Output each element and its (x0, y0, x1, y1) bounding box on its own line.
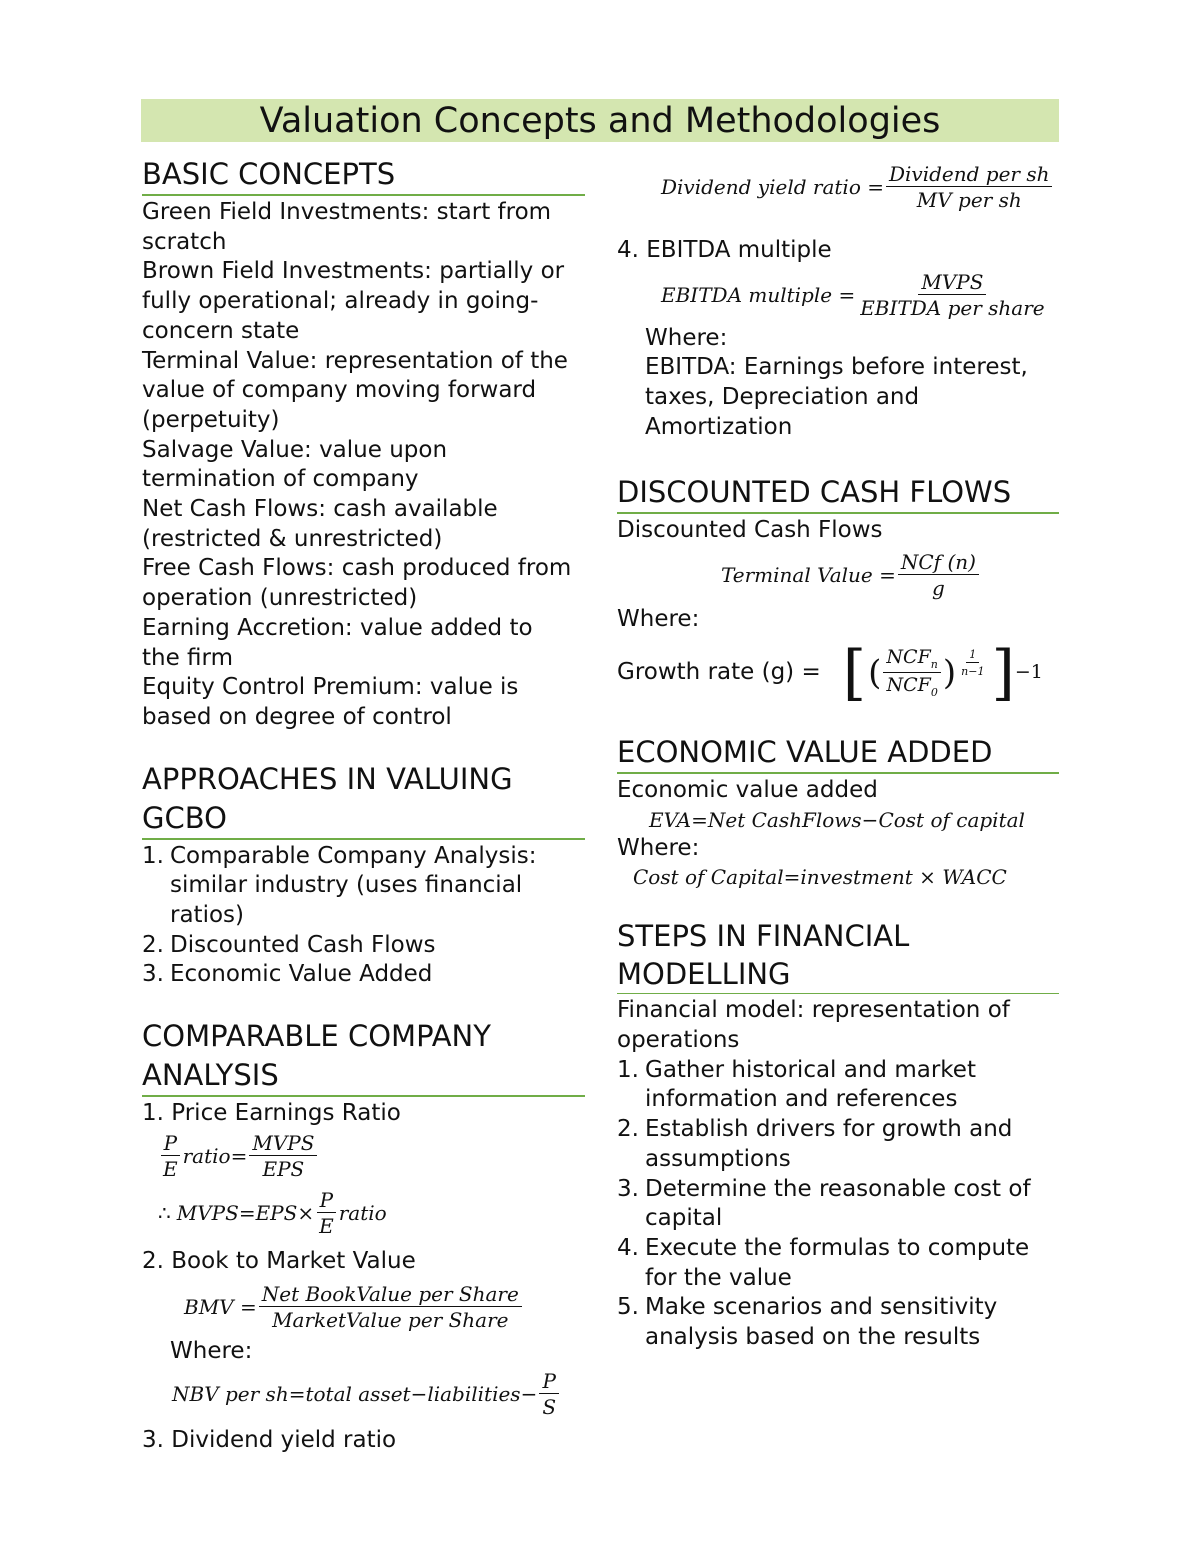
text-line: Brown Field Investments: partially or (142, 258, 565, 285)
fraction-numerator: NCf (n) (898, 552, 979, 575)
p-over-e (160, 1130, 181, 1181)
basic-concepts-heading: BASIC CONCEPTS (142, 155, 585, 196)
text-line: ratios) (170, 902, 244, 929)
heading-line: STEPS IN FINANCIAL (617, 919, 910, 954)
list-item (617, 1175, 1059, 1234)
list-number: 1. (617, 1056, 639, 1083)
exponent-fraction (958, 649, 987, 677)
formula-text: NBV per sh=total asset−liabilities− (172, 1382, 538, 1407)
fraction-denominator: E (319, 1213, 334, 1238)
steps-heading (617, 917, 1059, 994)
list-number: 3. (142, 961, 164, 988)
item-label: Book to Market Value (171, 1247, 416, 1274)
text-line: scratch (142, 228, 227, 255)
bmv-formula (142, 1277, 585, 1337)
text-line: analysis based on the results (645, 1324, 981, 1351)
item-label: Price Earnings Ratio (171, 1100, 401, 1127)
fraction-numerator: $NCF_n$ (883, 648, 940, 673)
dcf-heading: DISCOUNTED CASH FLOWS (617, 473, 1059, 514)
list-number: 2. (617, 1116, 639, 1143)
fraction-numerator: P (317, 1190, 336, 1213)
heading-line: GCBO (142, 800, 227, 835)
text-line: Terminal Value: representation of the (142, 347, 568, 374)
text-line: operation (unrestricted) (142, 585, 418, 612)
terminal-value-formula (617, 545, 1059, 605)
left-bracket: [ (842, 637, 867, 708)
text-line: Determine the reasonable cost of (645, 1175, 1031, 1202)
right-bracket: ] (991, 637, 1015, 708)
fraction-denominator: E (163, 1156, 178, 1181)
fraction-denominator: S (542, 1395, 557, 1420)
formula-text: BMV = (184, 1294, 257, 1319)
text-line: assumptions (645, 1145, 791, 1172)
text-line: Execute the formulas to compute (645, 1234, 1030, 1261)
list-item (617, 1293, 1059, 1352)
dcf-where: Where: (617, 606, 700, 633)
ebitda-fraction (857, 269, 1047, 320)
item-label: EBITDA multiple (646, 237, 832, 263)
item-label: Dividend yield ratio (171, 1427, 397, 1454)
ebitda-formula (617, 266, 1059, 324)
heading-line: ANALYSIS (142, 1058, 279, 1093)
left-paren: ( (868, 652, 882, 693)
nbv-formula (142, 1366, 585, 1422)
where-label: Where: (645, 324, 728, 351)
fraction-denominator: EBITDA per share (860, 295, 1045, 320)
bmv-fraction (259, 1281, 522, 1332)
growth-rate-label: Growth rate (g) = (617, 659, 821, 686)
list-item (142, 931, 585, 961)
formula-text: ratio (338, 1200, 387, 1225)
text-line: the firm (142, 644, 234, 671)
fraction-numerator: MVPS (249, 1133, 317, 1156)
p-over-s (539, 1369, 559, 1420)
left-column (142, 155, 585, 1456)
list-number: 3. (142, 1427, 164, 1454)
steps-list (617, 1056, 1059, 1353)
fraction-denominator: MV per sh (916, 188, 1022, 212)
text-line: Amortization (645, 413, 793, 440)
pe-formula (142, 1131, 585, 1181)
formula-text: ratio (182, 1143, 231, 1168)
formula-text: Dividend yield ratio = (661, 175, 884, 199)
fraction-numerator: 1 (966, 649, 979, 663)
approaches-heading (142, 760, 585, 840)
mvps-formula (142, 1187, 585, 1239)
formula-text: = (230, 1143, 248, 1168)
formula-text: Terminal Value = (721, 563, 896, 588)
fraction-denominator: EPS (262, 1156, 305, 1181)
text-line: Economic Value Added (170, 961, 433, 988)
steps-intro (617, 996, 1059, 1055)
heading-line: APPROACHES IN VALUING (142, 761, 513, 796)
text-line: EBITDA: Earnings before interest, (645, 354, 1028, 381)
fraction-numerator: P (539, 1371, 558, 1394)
list-item (617, 1056, 1059, 1115)
heading-line: COMPARABLE COMPANY (142, 1019, 491, 1054)
dividend-fraction (886, 164, 1053, 210)
list-item (142, 842, 585, 931)
list-number: 4. (617, 1234, 639, 1261)
comparable-item-2 (142, 1247, 585, 1277)
list-item (617, 1234, 1059, 1293)
growth-rate-row (617, 635, 1059, 711)
text-line: Net Cash Flows: cash available (142, 496, 498, 523)
eva-formula: EVA=Net CashFlows−Cost of capital (649, 807, 1025, 832)
text-line: Financial model: representation of (617, 997, 1010, 1024)
list-item (617, 1115, 1059, 1174)
text-line: Discounted Cash Flows (170, 931, 436, 958)
eva-subtitle: Economic value added (617, 776, 878, 803)
text-line: Make scenarios and sensitivity (645, 1294, 998, 1321)
text-line: capital (645, 1205, 723, 1232)
list-number: 2. (142, 1247, 164, 1274)
text-line: (restricted & unrestricted) (142, 525, 443, 552)
ncf-fraction (883, 648, 940, 698)
list-number: 3. (617, 1175, 639, 1202)
tv-fraction (898, 550, 979, 601)
p-over-e (316, 1187, 337, 1238)
text-line: Gather historical and market (645, 1056, 976, 1083)
text-line: Salvage Value: value upon (142, 436, 448, 463)
text-line: termination of company (142, 466, 419, 493)
list-number: 5. (617, 1294, 639, 1321)
therefore-symbol: ∴ (158, 1200, 171, 1225)
text-line: information and references (645, 1086, 958, 1113)
text-line: based on degree of control (142, 703, 452, 730)
text-line: concern state (142, 317, 300, 344)
cost-of-capital-formula: Cost of Capital=investment × WACC (633, 865, 1007, 890)
mvps-over-eps (249, 1130, 317, 1181)
text-line: Free Cash Flows: cash produced from (142, 555, 572, 582)
formula-text: MVPS=EPS× (176, 1200, 315, 1225)
dividend-yield-formula (617, 158, 1059, 216)
formula-text: EBITDA multiple = (661, 282, 856, 307)
text-line: operations (617, 1027, 740, 1054)
text-line: Earning Accretion: value added to (142, 614, 533, 641)
list-number: 2. (142, 931, 164, 958)
fraction-denominator: g (932, 576, 945, 601)
dcf-subtitle: Discounted Cash Flows (617, 516, 883, 543)
text-line: Equity Control Premium: value is (142, 674, 519, 701)
text-line: Green Field Investments: start from (142, 199, 552, 225)
text-line: (perpetuity) (142, 406, 280, 433)
text-line: fully operational; already in going- (142, 288, 539, 315)
comparable-heading (142, 1017, 585, 1097)
text-line: Establish drivers for growth and (645, 1116, 1013, 1143)
list-number: 4. (617, 237, 639, 263)
comparable-item-1 (142, 1099, 585, 1129)
list-number: 1. (142, 842, 164, 869)
item-4 (617, 236, 1059, 266)
comparable-item-3 (142, 1426, 585, 1456)
basic-concepts-body (142, 198, 585, 733)
page-title: Valuation Concepts and Methodologies (141, 99, 1059, 142)
right-column (617, 158, 1059, 1353)
eva-where: Where: (617, 834, 700, 861)
ebitda-where (617, 324, 1059, 443)
text-line: taxes, Depreciation and (645, 384, 920, 411)
list-item (142, 960, 585, 990)
fraction-denominator: n−1 (961, 664, 985, 678)
eva-heading: ECONOMIC VALUE ADDED (617, 733, 1059, 774)
right-paren: ) (942, 652, 957, 693)
text-line: Comparable Company Analysis: (170, 842, 537, 869)
list-number: 1. (142, 1100, 164, 1127)
text-line: value of company moving forward (142, 377, 537, 404)
fraction-numerator: Net BookValue per Share (259, 1284, 522, 1307)
fraction-numerator: MVPS (918, 272, 986, 295)
growth-rate-formula (842, 637, 1043, 708)
formula-text: −1 (1014, 661, 1043, 684)
fraction-numerator: P (161, 1133, 180, 1156)
fraction-numerator: Dividend per sh (886, 164, 1053, 187)
heading-line: MODELLING (617, 957, 791, 992)
fraction-denominator: MarketValue per Share (272, 1307, 509, 1332)
where-label: Where: (170, 1337, 253, 1364)
text-line: for the value (645, 1264, 792, 1291)
text-line: similar industry (uses financial (170, 872, 523, 899)
fraction-denominator: $NCF_0$ (886, 673, 938, 699)
approaches-list (142, 842, 585, 991)
